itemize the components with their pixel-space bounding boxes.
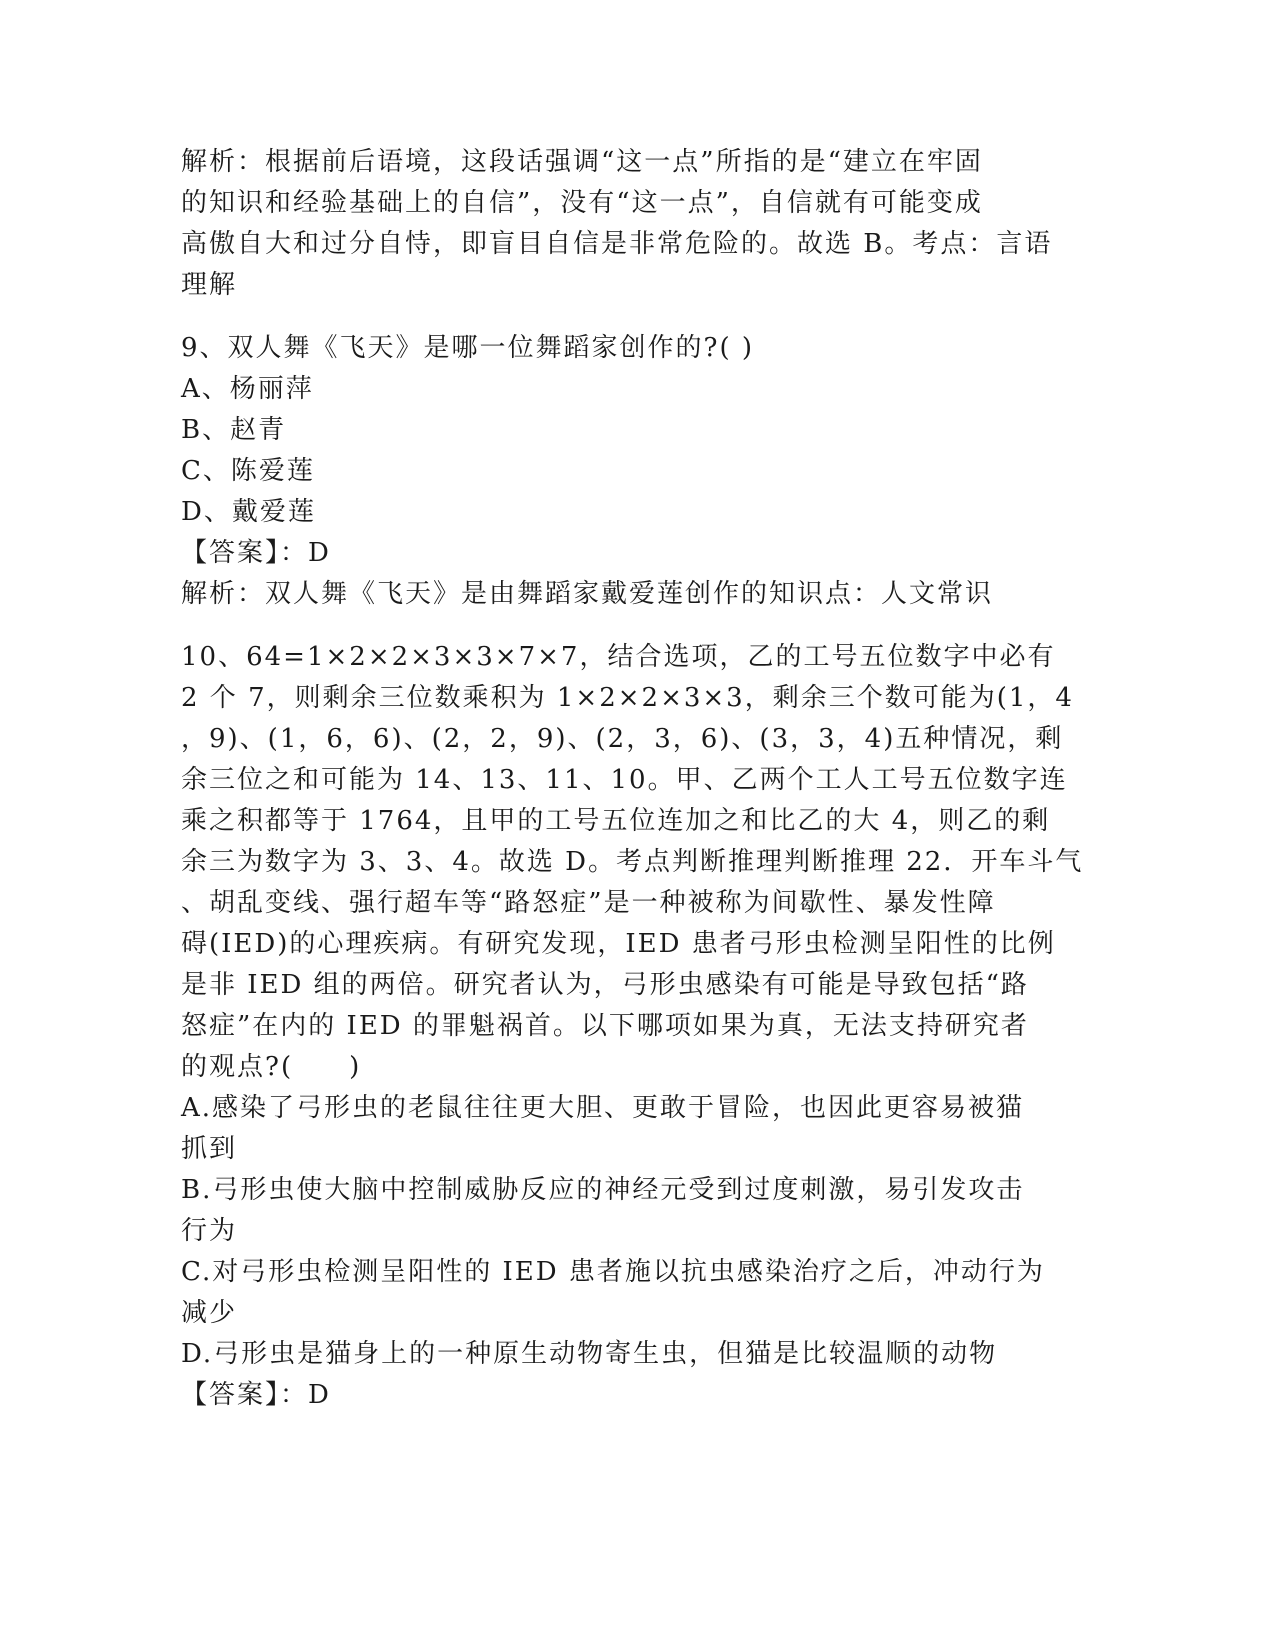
question-10-block	[181, 637, 1084, 1416]
option-c-cont: 减少	[181, 1298, 238, 1328]
option-a: A.感染了弓形虫的老鼠往往更大胆、更敢于冒险，也因此更容易被猫	[181, 1093, 1025, 1123]
paragraph-gap	[181, 306, 1081, 328]
option-b: B.弓形虫使大脑中控制威胁反应的神经元受到过度刺激，易引发攻击	[181, 1175, 1025, 1205]
text-line: ，9)、(1，6，6)、(2，2，9)、(2，3，6)、(3，3，4)五种情况，剩	[181, 724, 1064, 754]
text-line: 理解	[181, 270, 238, 300]
question-9	[181, 328, 1081, 615]
text-line: 余三为数字为 3、3、4。故选 D。考点判断推理判断推理 22．开车斗气	[181, 847, 1084, 877]
option-a: A、杨丽萍	[181, 374, 314, 404]
document-page	[181, 142, 1084, 1416]
text-line: 的知识和经验基础上的自信”，没有“这一点”，自信就有可能变成	[181, 188, 983, 218]
text-line: 10、64=1×2×2×3×3×7×7，结合选项，乙的工号五位数字中必有	[181, 642, 1056, 672]
text-line: 解析：根据前后语境，这段话强调“这一点”所指的是“建立在牢固	[181, 147, 983, 177]
option-b: B、赵青	[181, 415, 287, 445]
question-stem: 9、双人舞《飞天》是哪一位舞蹈家创作的?( )	[181, 333, 755, 363]
analysis-block-previous	[181, 142, 1081, 306]
text-line: 碍(IED)的心理疾病。有研究发现，IED 患者弓形虫检测呈阳性的比例	[181, 929, 1056, 959]
text-line: 2 个 7，则剩余三位数乘积为 1×2×2×3×3，剩余三个数可能为(1，4	[181, 683, 1074, 713]
answer-line: 【答案】：D	[181, 1380, 331, 1410]
answer-line: 【答案】：D	[181, 538, 331, 568]
option-b-cont: 行为	[181, 1216, 238, 1246]
text-line: 高傲自大和过分自恃，即盲目自信是非常危险的。故选 B。考点：言语	[181, 229, 1053, 259]
option-a-cont: 抓到	[181, 1134, 238, 1164]
option-d: D.弓形虫是猫身上的一种原生动物寄生虫，但猫是比较温顺的动物	[181, 1339, 998, 1369]
text-line: 、胡乱变线、强行超车等“路怒症”是一种被称为间歇性、暴发性障	[181, 888, 996, 918]
option-c: C、陈爱莲	[181, 456, 315, 486]
text-line: 乘之积都等于 1764，且甲的工号五位连加之和比乙的大 4，则乙的剩	[181, 806, 1051, 836]
text-line: 是非 IED 组的两倍。研究者认为，弓形虫感染有可能是导致包括“路	[181, 970, 1029, 1000]
option-d: D、戴爱莲	[181, 497, 316, 527]
analysis-line: 解析：双人舞《飞天》是由舞蹈家戴爱莲创作的知识点：人文常识	[181, 579, 994, 609]
text-line: 怒症”在内的 IED 的罪魁祸首。以下哪项如果为真，无法支持研究者	[181, 1011, 1029, 1041]
option-c: C.对弓形虫检测呈阳性的 IED 患者施以抗虫感染治疗之后，冲动行为	[181, 1257, 1045, 1287]
text-line: 的观点?( )	[181, 1052, 362, 1082]
text-line: 余三位之和可能为 14、13、11、10。甲、乙两个工人工号五位数字连	[181, 765, 1068, 795]
paragraph-gap	[181, 615, 1081, 637]
